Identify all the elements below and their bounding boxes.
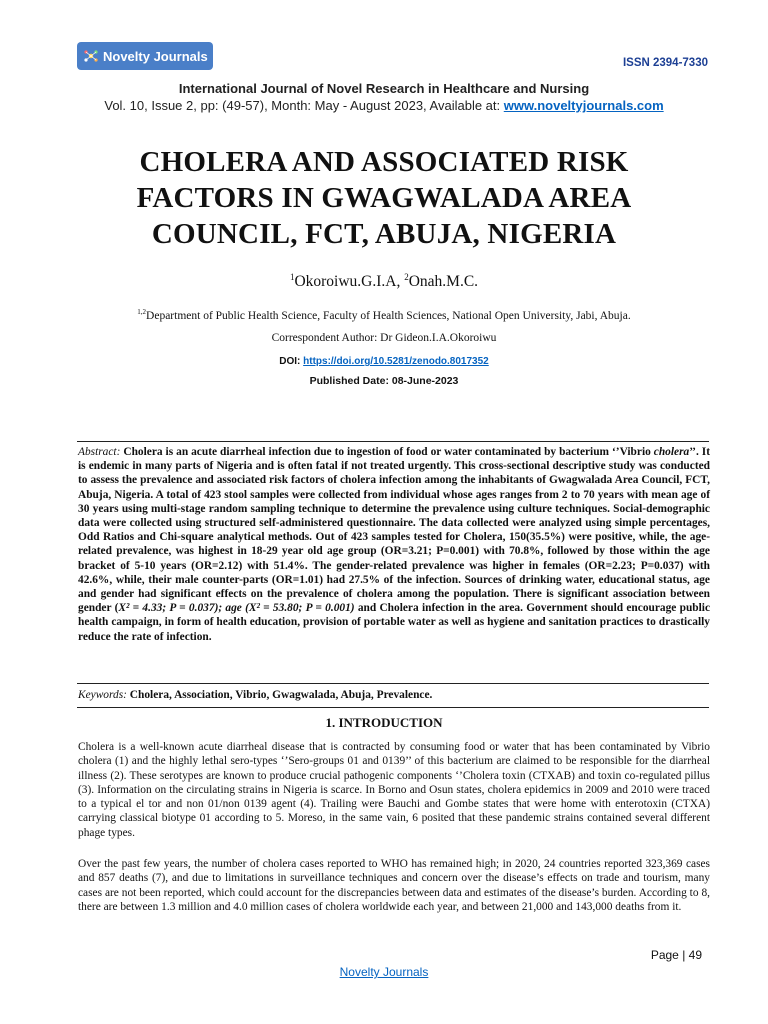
keywords-list: Cholera, Association, Vibrio, Gwagwalada, Abuja, Prevalence. [126, 689, 433, 701]
doi [0, 356, 768, 367]
keywords-label: Keywords: [78, 689, 127, 701]
doi-label: DOI: [279, 356, 304, 367]
department: Department of Public Health Science, Faculty of Health Sciences, National Open University, Jabi, Abuja. [146, 309, 631, 322]
correspondent-author: Correspondent Author: Dr Gideon.I.A.Okoroiwu [271, 332, 497, 344]
section-heading-introduction: 1. INTRODUCTION [325, 715, 443, 730]
intro-paragraph-2: Over the past few years, the number of cholera cases reported to WHO has remained high; in 2020, 24 countries reported 323,369 cases and 857 deaths (7), and due to limitations in surveillance techniques and concern over the disease’s effects on trade and tourism, many cases are not been reported, which could account for the discrepancies between data and estimates of the disease’s burden. According to 8, there are between 1.3 million and 4.0 million cases of cholera worldwide each year, and between 21,000 and 143,000 deaths from it. [78, 858, 710, 913]
abstract-label: Abstract: [78, 446, 121, 458]
author1-affiliation: 1 [289, 272, 295, 282]
affiliation [0, 308, 768, 322]
author2: Onah.M.C. [408, 273, 479, 291]
journal-name: International Journal of Novel Research in Healthcare and Nursing [178, 81, 590, 96]
volume-info [0, 98, 768, 113]
abstract-italic-2: X² = 4.33; P = 0.037); age (X² = 53.80; P = 0.001) [118, 602, 355, 615]
authors [0, 272, 768, 291]
doi-link[interactable]: https://doi.org/10.5281/zenodo.8017352 [303, 356, 489, 367]
publisher-footer-link[interactable]: Novelty Journals [339, 965, 429, 979]
intro-paragraph-1: Cholera is a well-known acute diarrheal disease that is contracted by consuming food or water that has been contaminated by Vibrio cholera (1) and the highly lethal sero-types ‘’Sero-groups 01 and 0139’’ of this bacterium are claimed to be responsible for the diarrheal illness (2). These serotypes are known to produce crucial pathogenic components ‘’Cholera toxin (CTXAB) and toxin co-regulated pillus (3). Information on the circulating strains in Nigeria is scarce. In Borno and Osun states, cholera epidemics in 2009 and 2010 were traced to a typical el tor and non 01/non 0139 agent (4). Trailing were Bauchi and Gombe states that were home with enterotoxin (CTXA) carrying classical biotype 01 according to 5. Moreso, in the same vain, 6 posited that these pandemic strains contained several different phage types. [78, 741, 710, 839]
logo-text: Novelty Journals [103, 48, 208, 64]
abstract [78, 445, 710, 644]
keywords [78, 688, 710, 702]
publisher-logo[interactable] [77, 42, 213, 70]
page-number: Page | 49 [650, 948, 702, 962]
abstract-italic-1: cholera [653, 446, 690, 458]
molecule-icon [83, 48, 99, 64]
author2-affiliation: 2 [404, 272, 409, 282]
abstract-text-3: and Cholera infection in the area. Government should encourage public health campaign, in form of health education, provision of portable water as well as hygiene and sanitation practices to drastically reduce the rate of infection. [78, 602, 711, 643]
keywords-bottom-rule [77, 707, 709, 708]
journal-website-link[interactable]: www.noveltyjournals.com [503, 98, 664, 113]
author1: Okoroiwu.G.I.A, [294, 273, 405, 291]
abstract-top-rule [77, 441, 709, 442]
published-date: Published Date: 08-June-2023 [309, 375, 459, 387]
abstract-bottom-rule [77, 683, 709, 684]
abstract-text-2: ’’. It is endemic in many parts of Nigeria and is often fatal if not treated urgently. This cross-sectional descriptive study was conducted to assess the prevalence and associated risk factors of cholera infection among the inhabitants of Gwagwalada Area Council, FCT, Abuja, Nigeria. A total of 423 stool samples were collected from individual whose ages ranges from 2 to 70 years with mean age of 30 years using multi-stage random sampling technique to determine the prevalence using culture techniques. Social-demographic data were collected using structured self-administered questionnaire. The data collected were analyzed using simple percentages, Odd Ratios and Chi-square analytical methods. Out of 423 samples tested for Cholera, 150(35.5%) were positive, while, the age-related prevalence, was highest in 18-29 year old age group (OR=3.21; P=0.001) with 70.8%, followed by those within the age bracket of 5-10 years (OR=2.12) with 51.4%. The gender-related prevalence was higher in females (OR=2.23; P=0.037) with 42.6%, while, their male counter-parts (OR=1.01) had 27.5% of the infection. Sources of drinking water, educational status, age and gender had significant effects on the prevalence of cholera among the population. There is significant association between gender ( [78, 446, 710, 615]
volume-text: Vol. 10, Issue 2, pp: (49-57), Month: May - August 2023, Available at: [104, 98, 504, 113]
affiliation-marker: 1,2 [137, 308, 147, 316]
abstract-text-1: Cholera is an acute diarrheal infection due to ingestion of food or water contaminated by bacterium ‘’Vibrio [120, 446, 654, 458]
article-title: CHOLERA AND ASSOCIATED RISK FACTORS IN GWAGWALADA AREA COUNCIL, FCT, ABUJA, NIGERIA [136, 146, 632, 250]
issn: ISSN 2394-7330 [622, 57, 708, 69]
